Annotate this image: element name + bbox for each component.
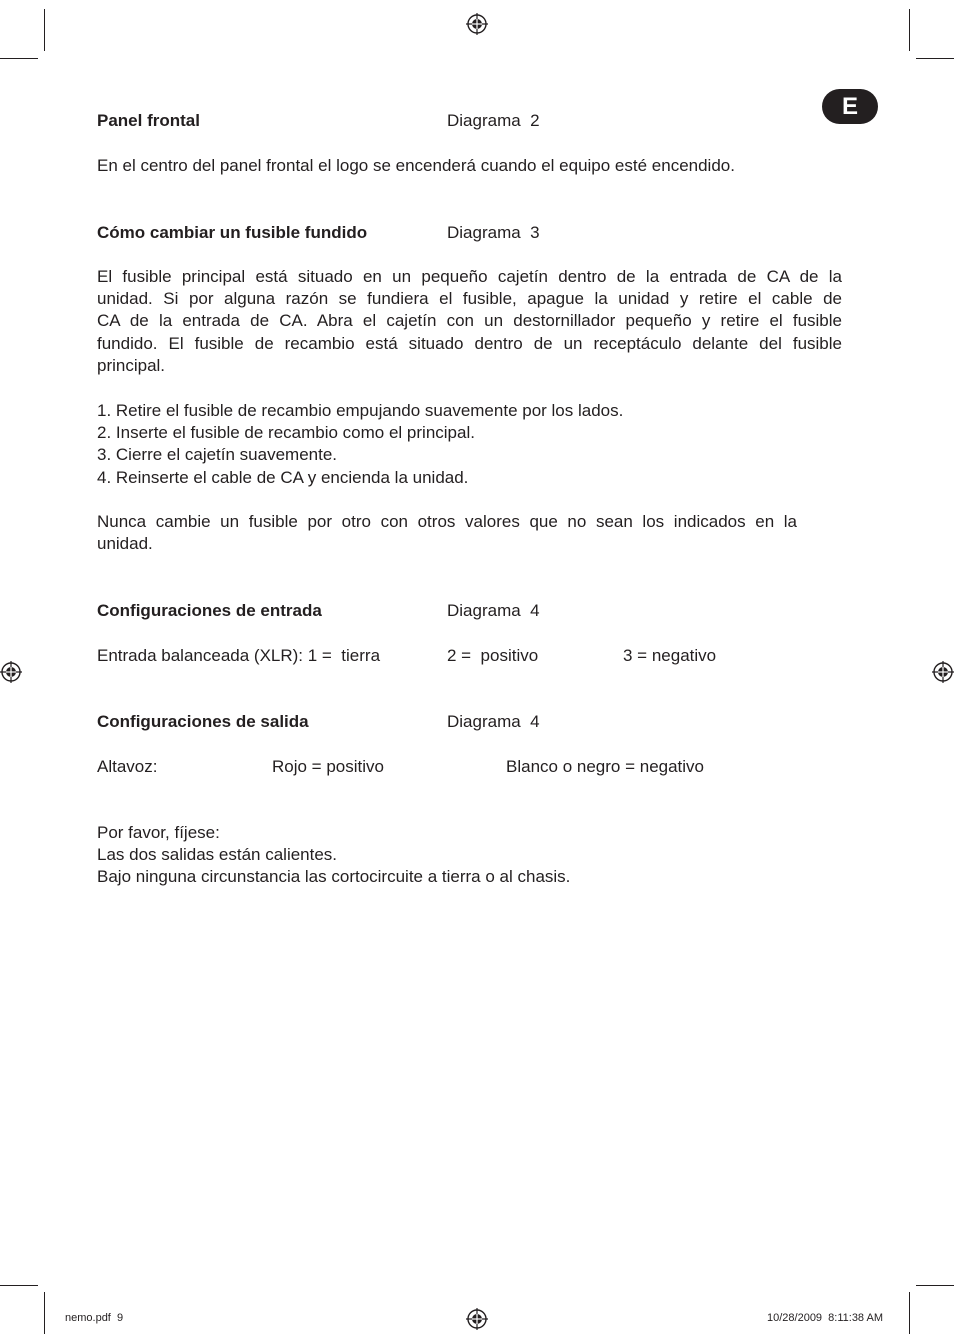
paragraph-front-panel: En el centro del panel frontal el logo se encenderá cuando el equipo esté encendido. [97,156,735,175]
diagram-reference: Diagrama 4 [447,601,540,620]
registration-mark-icon [0,661,22,683]
input-config-label: Entrada balanceada (XLR): 1 = tierra [97,646,381,665]
paragraph-line: principal. [97,355,166,375]
list-item: 4. Reinserte el cable de CA y encienda la unidad. [97,467,469,487]
diagram-reference: Diagrama 2 [447,111,540,130]
registration-mark-icon [932,661,954,683]
fuse-steps-list [97,400,842,489]
paragraph-line: unidad. [97,534,153,554]
crop-mark [916,1285,954,1286]
paragraph-fuse-warning [97,511,797,555]
footer-timestamp: 10/28/2009 8:11:38 AM [767,1312,883,1324]
crop-mark [0,58,38,59]
list-item: 1. Retire el fusible de recambio empujando suavemente por los lados. [97,401,624,420]
list-item: 3. Cierre el cajetín suavemente. [97,445,338,465]
list-item: 2. Inserte el fusible de recambio como el principal. [97,423,475,443]
paragraph-line: fundido. El fusible de recambio está situado dentro de un receptáculo delante del fusible [97,333,842,353]
output-config-negative: Blanco o negro = negativo [506,757,705,776]
note-line: Las dos salidas están calientes. [97,845,338,865]
crop-mark [0,1285,38,1286]
paragraph-line: El fusible principal está situado en un pequeño cajetín dentro de la entrada de CA de la [97,267,842,286]
section-heading-output: Configuraciones de salida [97,712,309,731]
registration-mark-icon [466,1308,488,1330]
language-badge: E [822,89,878,124]
paragraph-line: unidad. Si por alguna razón se fundiera el fusible, apague la unidad y retire el cable de [97,289,842,309]
note-line: Por favor, fíjese: [97,823,220,842]
note-block [97,822,842,889]
note-line: Bajo ninguna circunstancia las cortocircuite a tierra o al chasis. [97,867,571,887]
output-config-positive: Rojo = positivo [272,757,384,776]
section-heading-fuse: Cómo cambiar un fusible fundido [97,223,368,242]
output-config-label: Altavoz: [97,757,158,776]
crop-mark [916,58,954,59]
section-heading-front-panel: Panel frontal [97,111,200,130]
crop-mark [909,9,910,51]
input-config-pin3: 3 = negativo [623,646,717,665]
paragraph-line: CA de la entrada de CA. Abra el cajetín con un destornillador pequeño y retire el fusible [97,311,842,331]
registration-mark-icon [466,13,488,35]
section-heading-input: Configuraciones de entrada [97,601,322,620]
crop-mark [44,9,45,51]
diagram-reference: Diagrama 4 [447,712,540,731]
crop-mark [44,1292,45,1334]
footer-filename: nemo.pdf 9 [65,1312,124,1324]
diagram-reference: Diagrama 3 [447,223,540,242]
paragraph-line: Nunca cambie un fusible por otro con otros valores que no sean los indicados en la [97,512,797,531]
crop-mark [909,1292,910,1334]
input-config-pin2: 2 = positivo [447,646,539,665]
paragraph-fuse [97,266,842,377]
